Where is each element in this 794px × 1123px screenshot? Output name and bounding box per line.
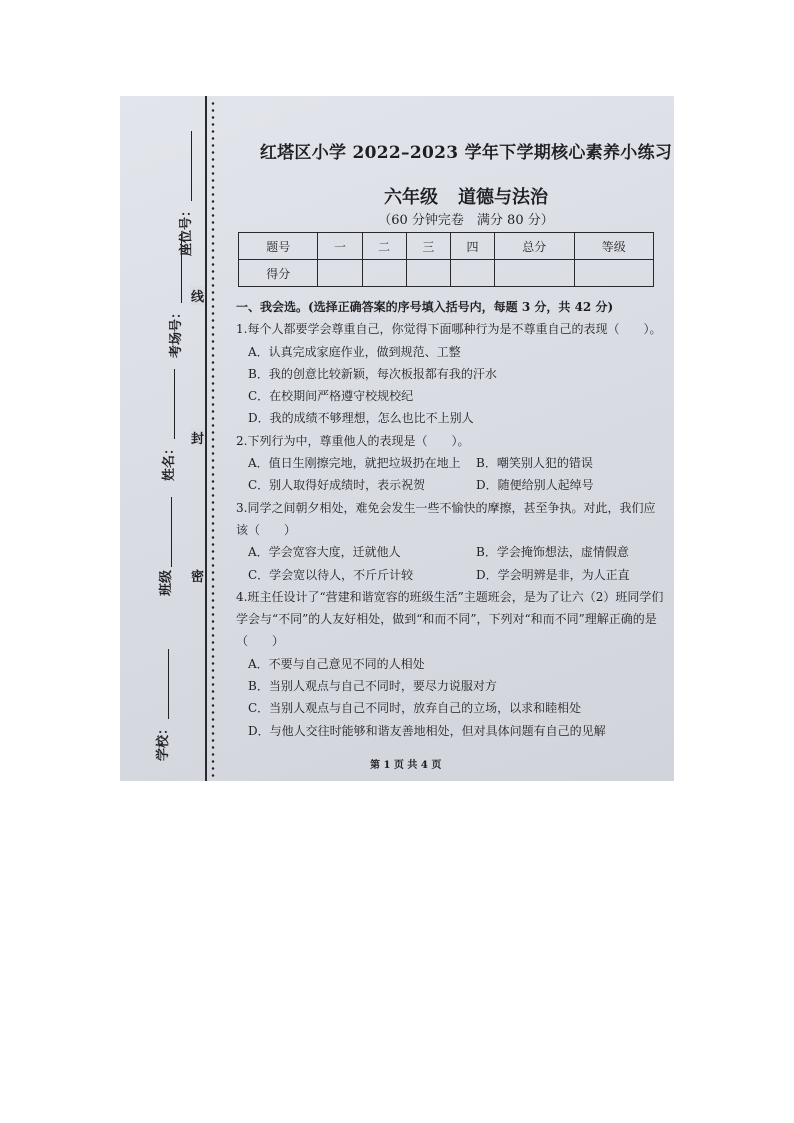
- score-cell[interactable]: [318, 260, 362, 287]
- binding-line: [205, 96, 207, 781]
- question-section: [236, 296, 666, 742]
- grade-label: 六年级: [384, 187, 438, 208]
- option-row: [236, 474, 666, 496]
- exam-room-field: 考场号：: [165, 233, 184, 358]
- seal-char-seal: 封: [190, 428, 205, 447]
- option: C．别人取得好成绩时，表示祝贺: [248, 478, 426, 493]
- option: D．随便给别人起绰号: [476, 478, 594, 493]
- table-cell: 等级: [574, 233, 654, 260]
- score-table: [238, 232, 654, 287]
- score-cell[interactable]: [406, 260, 450, 287]
- page-footer: 第 1 页 共 4 页: [370, 760, 442, 771]
- option-row: [236, 452, 666, 474]
- table-cell: 得分: [239, 260, 318, 287]
- seal-char-secret: 密: [190, 566, 205, 585]
- option: C．当别人观点与自己不同时，放弃自己的立场，以求和睦相处: [248, 701, 582, 716]
- binding-dotted-line: [208, 100, 218, 780]
- section-heading: 一、我会选。(选择正确答案的序号填入括号内，每题 3 分，共 42 分): [236, 300, 614, 314]
- option: B．嘲笑别人犯的错误: [476, 456, 593, 471]
- seal-char-line: 线: [190, 286, 205, 305]
- option: D．学会明辨是非，为人正直: [476, 567, 630, 582]
- question-stem: 4.班主任设计了“营建和谐宽容的班级生活”主题班会，是为了让六（2）班同学们学会与“不同”的人友好相处，做到“和而不同”，下列对“和而不同”理解正确的是（ ）: [236, 589, 664, 649]
- question-stem: 2.下列行为中，尊重他人的表现是（ ）。: [236, 433, 470, 448]
- table-cell: 总分: [495, 233, 574, 260]
- table-cell: 三: [406, 233, 450, 260]
- option: D．与他人交往时能够和谐友善地相处，但对具体问题有自己的见解: [248, 723, 606, 738]
- option: B．学会掩饰想法，虚情假意: [476, 545, 629, 560]
- time-info: （60 分钟完卷 满分 80 分）: [378, 213, 554, 228]
- option-row: [236, 564, 666, 586]
- option: A．认真完成家庭作业，做到规范、工整: [248, 344, 461, 359]
- table-cell: 四: [450, 233, 494, 260]
- exam-title: 红塔区小学 2022–2023 学年下学期核心素养小练习: [259, 143, 673, 163]
- option: C．学会宽以待人，不斤斤计较: [248, 567, 414, 582]
- name-field: 姓名：: [158, 369, 177, 481]
- table-cell: 一: [318, 233, 362, 260]
- subject-label: 道德与法治: [458, 187, 548, 208]
- exam-photo: [120, 96, 674, 781]
- seat-number-field: 座位号：: [175, 131, 194, 256]
- option: A．学会宽容大度，迁就他人: [248, 545, 401, 560]
- option: B．我的创意比较新颖，每次板报都有我的汗水: [248, 366, 497, 381]
- table-cell: 二: [362, 233, 406, 260]
- question-stem: 1.每个人都要学会尊重自己，你觉得下面哪种行为是不尊重自己的表现（ ）。: [236, 322, 662, 337]
- score-cell[interactable]: [362, 260, 406, 287]
- table-cell: 题号: [239, 233, 318, 260]
- class-field: 班级: [155, 497, 174, 596]
- score-cell[interactable]: [495, 260, 574, 287]
- option: C．在校期间严格遵守校规校纪: [248, 389, 414, 404]
- option: B．当别人观点与自己不同时，要尽力说服对方: [248, 679, 497, 694]
- question-stem: 3.同学之间朝夕相处，难免会发生一些不愉快的摩擦，甚至争执。对此，我们应该（ ）: [236, 500, 656, 537]
- score-cell[interactable]: [450, 260, 494, 287]
- option: A．值日生刚擦完地，就把垃圾扔在地上: [248, 456, 461, 471]
- exam-subtitle: [256, 183, 674, 209]
- option: D．我的成绩不够理想，怎么也比不上别人: [248, 411, 474, 426]
- school-field: 学校：: [152, 649, 171, 761]
- score-cell[interactable]: [574, 260, 654, 287]
- score-table-score-row: [239, 260, 654, 287]
- binding-margin: [120, 96, 220, 781]
- score-table-header-row: [239, 233, 654, 260]
- option-row: [236, 541, 666, 563]
- option: A．不要与自己意见不同的人相处: [248, 656, 425, 671]
